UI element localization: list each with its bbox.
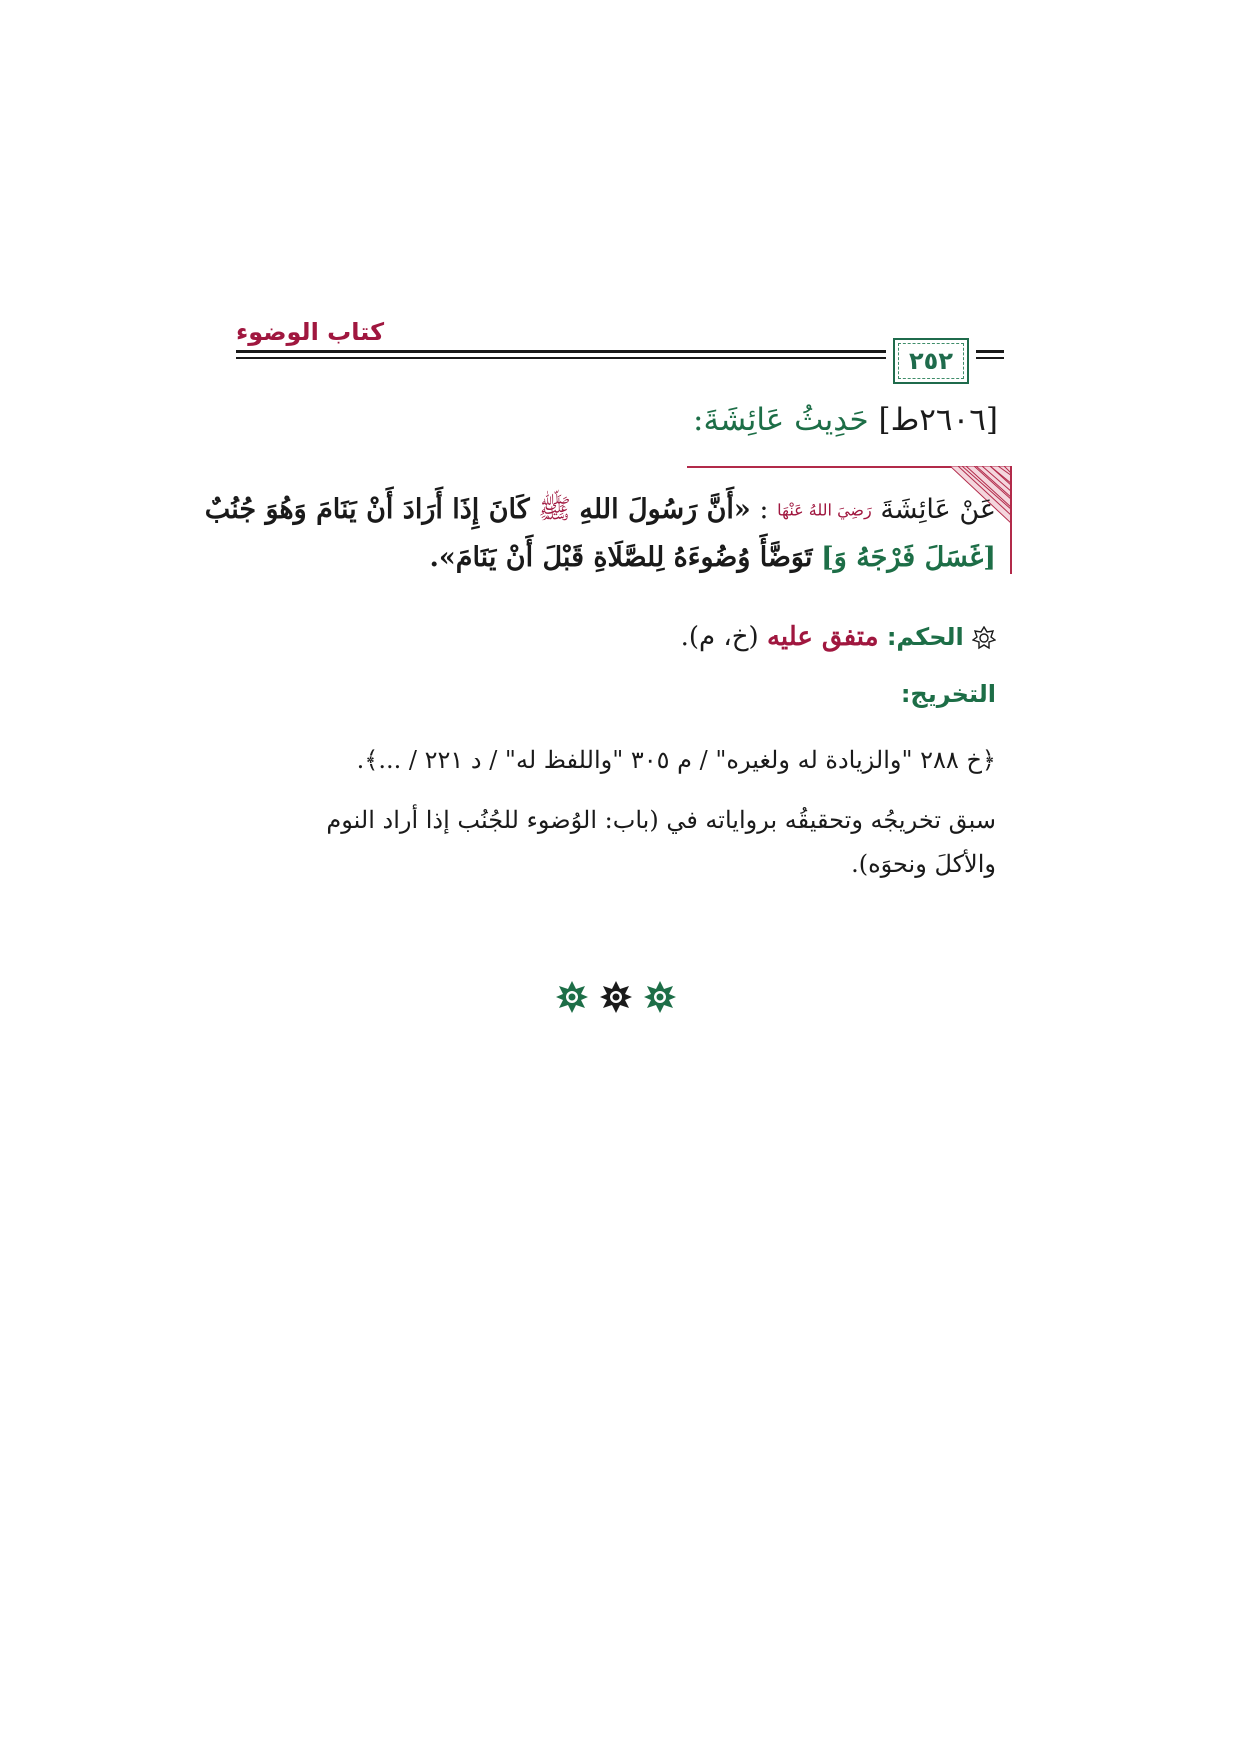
takhrij-heading: التخريج:	[900, 680, 996, 708]
hadith-matn-part-b: كَانَ إِذَا أَرَادَ أَنْ يَنَامَ وَهُوَ جُنُبٌ	[204, 494, 530, 525]
eight-point-star-icon	[643, 980, 677, 1014]
hadith-text-line-1	[205, 490, 996, 531]
hadith-title: حَدِيثُ عَائِشَةَ:	[693, 402, 869, 438]
hadith-frame-side-line	[1010, 466, 1012, 574]
hadith-separator: :	[759, 494, 769, 525]
hadith-text-line-2	[429, 538, 996, 578]
takhrij-note-line-2: والأكلَ ونحوَه).	[851, 850, 996, 878]
flower-bullet-icon	[972, 626, 996, 650]
ruling-refs: (خ، م).	[680, 622, 759, 652]
hadith-matn-part-c: تَوَضَّأَ وُضُوءَهُ لِلصَّلَاةِ قَبْلَ أَنْ يَنَامَ».	[429, 542, 813, 573]
ruling-line	[681, 622, 996, 652]
hadith-frame-top-line	[687, 466, 987, 468]
hadith-narrator: عَنْ عَائِشَةَ	[880, 494, 996, 525]
takhrij-refs-line: ﴿خ ٢٨٨ "والزيادة له ولغيره" / م ٣٠٥ "واللفظ له" / د ٢٢١ / ...﴾.	[356, 746, 996, 774]
page-number-box	[893, 338, 969, 384]
header-rule-right-bottom	[976, 357, 1004, 359]
hadith-addition-bracket: [غَسَلَ فَرْجَهُ وَ]	[820, 542, 996, 573]
hadith-matn-part-a: «أَنَّ رَسُولَ اللهِ	[579, 494, 751, 525]
ruling-value: متفق عليه	[766, 622, 879, 652]
eight-point-star-icon	[555, 980, 589, 1014]
section-end-ornament	[555, 980, 677, 1014]
takhrij-note-line-1: سبق تخريجُه وتحقيقُه برواياته في (باب: الوُضوء للجُنُب إذا أراد النوم	[326, 806, 996, 834]
ruling-label: الحكم:	[886, 623, 964, 651]
page-number: ٢٥٢	[909, 347, 953, 375]
eight-point-star-icon	[599, 980, 633, 1014]
honorific-ligature: رَضِيَ اللهُ عَنْهَا	[777, 500, 872, 520]
hadith-number: [٢٦٠٦ط]	[878, 402, 998, 438]
running-title: كتاب الوضوء	[236, 318, 385, 346]
header-rule-left-bottom	[236, 357, 886, 359]
header-rule-left-top	[236, 350, 886, 353]
header-rule-right-top	[976, 350, 1004, 353]
hadith-heading	[693, 402, 998, 438]
salawat-ligature: ﷺ	[538, 494, 571, 525]
